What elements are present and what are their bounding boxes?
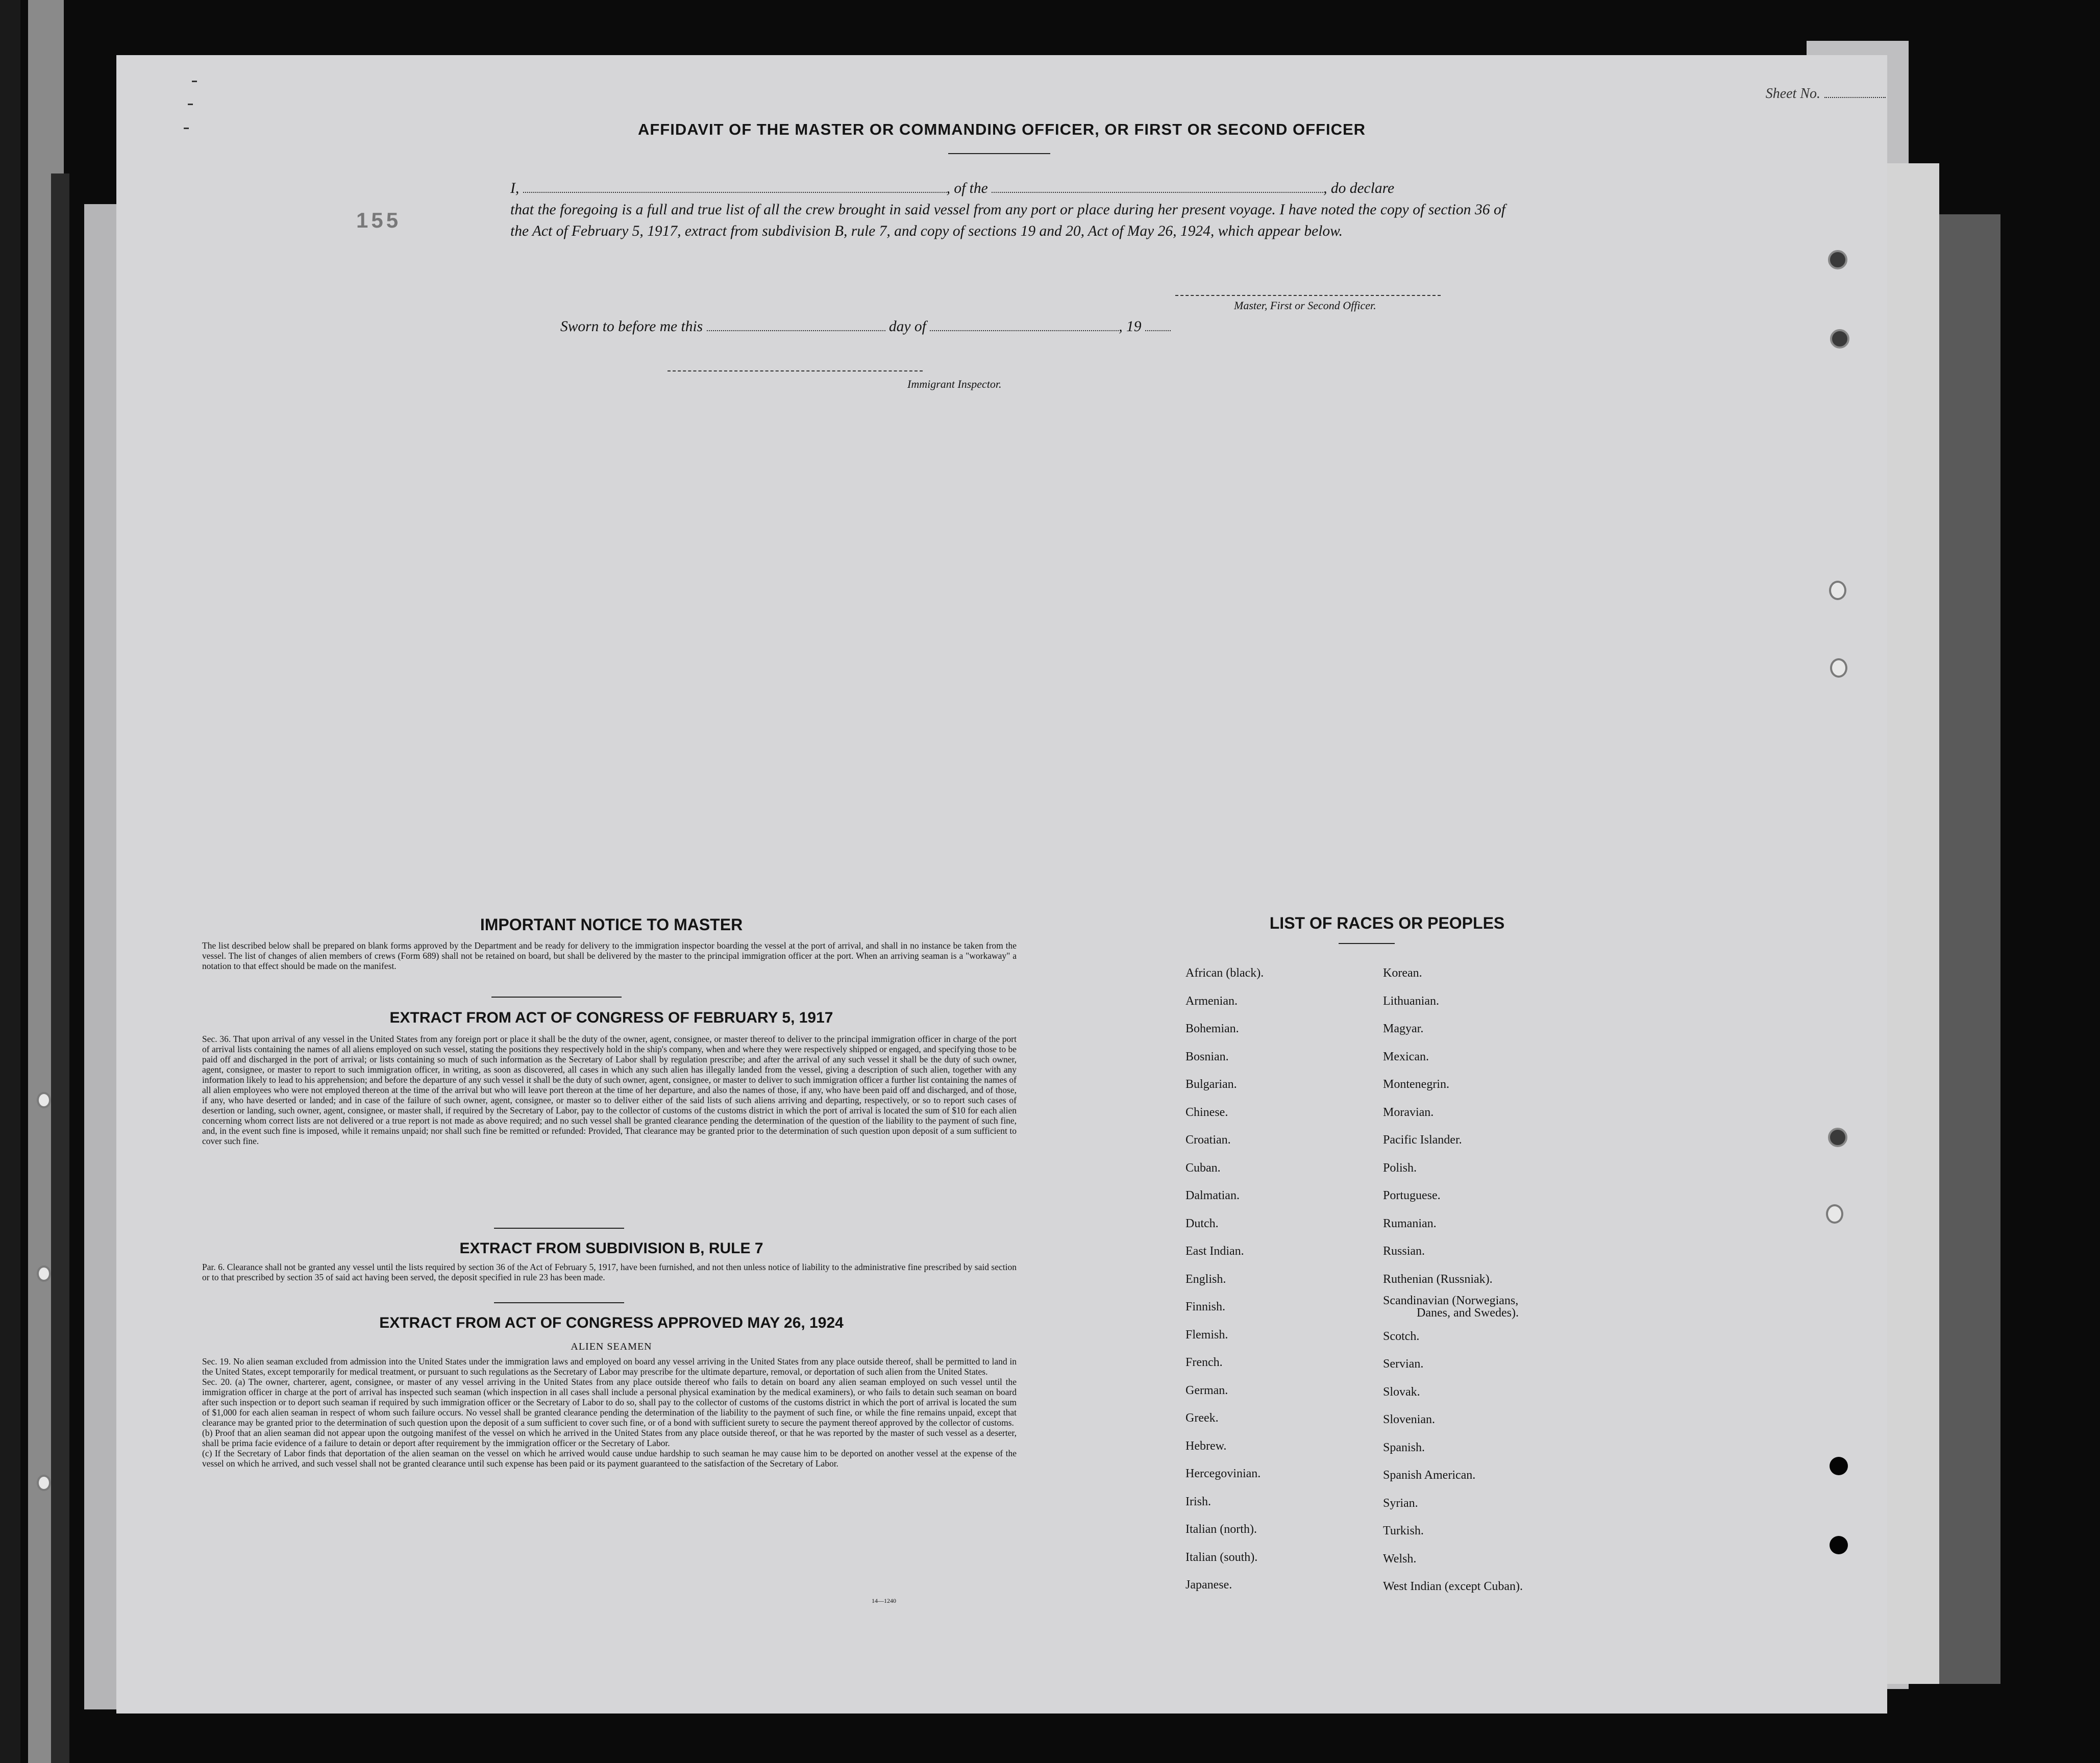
sec-20a-text: Sec. 20. (a) The owner, charterer, agent, consignee, or master of any vessel arriving in the United States from any place outside thereof who fails to detain on board any alien seaman employed on such vessel until the immigration officer in charge at the port of arrival has inspected such seaman (which inspection in all cases shall include a personal physical examination by the medical examiners), or who fails to detain such seaman on board after such inspection or to deport such seaman if required by such immigration officer or the Secretary of Labor to do so, shall pay to the collector of customs of the customs district in which the port of arrival is located the sum of $1,000 for each alien seaman in respect of whom such failure occurs. No vessel shall be granted clearance pending the determination of the liability to the payment of such fine, or while the fine remains unpaid, except that clearance may be granted prior to the determination of such question upon the deposit of a sum sufficient to cover such fine, or of a bond with sufficient surety to secure the payment thereof approved by the collector of customs.: [202, 1377, 1017, 1428]
race-item: Portuguese.: [1383, 1189, 1441, 1202]
race-item: Hercegovinian.: [1185, 1467, 1261, 1480]
race-item: Hebrew.: [1185, 1439, 1227, 1453]
race-item: Bulgarian.: [1185, 1078, 1237, 1091]
heading-rule: [948, 153, 1050, 154]
margin-mark: [184, 128, 189, 129]
race-item: German.: [1185, 1383, 1228, 1397]
notice-heading: IMPORTANT NOTICE TO MASTER: [480, 915, 743, 934]
race-item: Cuban.: [1185, 1161, 1221, 1175]
sec-20c-text: (c) If the Secretary of Labor finds that deportation of the alien seaman on the vessel on which he arrived would cause undue hardship to such seaman he may cause him to be deported on another vessel at the expense of the vessel on which he arrived, and such vessel shall not be granted clearance until such expense has been paid or its payment guaranteed to the satisfaction of the Secretary of Labor.: [202, 1448, 1017, 1469]
master-label: Master, First or Second Officer.: [1234, 299, 1376, 312]
race-item: Servian.: [1383, 1357, 1424, 1371]
sworn-month-blank[interactable]: [930, 319, 1119, 331]
margin-mark: [188, 104, 193, 105]
race-item: Croatian.: [1185, 1133, 1231, 1147]
race-item: Pacific Islander.: [1383, 1133, 1462, 1147]
race-item: English.: [1185, 1272, 1226, 1286]
race-item: Irish.: [1185, 1495, 1211, 1508]
sworn-line: Sworn to before me this day of , 19: [560, 318, 1171, 335]
binder-hole-icon: [1826, 1204, 1843, 1224]
binder-hole-icon: [1828, 1128, 1847, 1147]
declaration-line-1: I, , of the , do declare: [510, 180, 1395, 196]
race-item: Magyar.: [1383, 1022, 1424, 1035]
binder-hole-icon: [37, 1475, 51, 1491]
binder-hole-icon: [1828, 250, 1847, 269]
races-left-column: [1185, 959, 1264, 1599]
binder-hole-icon: [1830, 658, 1847, 678]
binder-hole-icon: [37, 1092, 51, 1108]
race-item: Slovak.: [1383, 1385, 1420, 1399]
sheet-number: Sheet No.: [1766, 86, 1886, 102]
race-item: Lithuanian.: [1383, 994, 1439, 1008]
affidavit-declaration: [510, 178, 1505, 242]
extract-1924-heading: EXTRACT FROM ACT OF CONGRESS APPROVED MAY 26, 1924: [379, 1314, 844, 1331]
alien-seamen-subtitle: ALIEN SEAMEN: [571, 1341, 652, 1352]
races-heading: LIST OF RACES OR PEOPLES: [1269, 914, 1505, 932]
race-item: Spanish American.: [1383, 1469, 1476, 1482]
race-item: Italian (south).: [1185, 1550, 1258, 1564]
race-item: African (black).: [1185, 966, 1264, 980]
races-right-column: [1383, 959, 1523, 1601]
section-rule: [494, 1302, 624, 1303]
sworn-day-blank[interactable]: [707, 319, 885, 331]
binder-hole-icon: [37, 1265, 51, 1282]
sec-19-text: Sec. 19. No alien seaman excluded from admission into the United States under the immigration laws and employed on board any vessel arriving in the United States from any place outside thereof, shall be permitted to land in the United States, except temporarily for medical treatment, or pursuant to such regulations as the Secretary of Labor may prescribe for the ultimate departure, removal, or deportation of such alien from the United States.: [202, 1356, 1017, 1377]
race-item: Spanish.: [1383, 1441, 1425, 1454]
race-item: Flemish.: [1185, 1328, 1228, 1342]
race-item: Korean.: [1383, 966, 1422, 980]
race-item: Italian (north).: [1185, 1523, 1257, 1536]
race-item: Japanese.: [1185, 1578, 1232, 1592]
affidavit-page: [116, 55, 1887, 1714]
sec-20b-text: (b) Proof that an alien seaman did not appear upon the outgoing manifest of the vessel on which he arrived in the United States from any place outside thereof, or that he was reported by the master of such vessel as a deserter, shall be prima facie evidence of a failure to detain or deport after requirement by the immigration officer or the Secretary of Labor.: [202, 1428, 1017, 1448]
extract-1924-text: [202, 1356, 1017, 1469]
binder-hole-icon: [1829, 581, 1846, 600]
race-item: Scandinavian (Norwegians, Danes, and Swedes).: [1383, 1294, 1519, 1320]
race-item: Slovenian.: [1383, 1413, 1435, 1426]
race-item: Finnish.: [1185, 1300, 1226, 1313]
background-page: [1883, 163, 1939, 1684]
binder-hole-icon: [1830, 1536, 1848, 1554]
master-signature-line[interactable]: [1175, 295, 1441, 296]
race-item: Dalmatian.: [1185, 1189, 1240, 1202]
binder-hole-icon: [1830, 329, 1849, 349]
race-item: Montenegrin.: [1383, 1078, 1449, 1091]
extract-rule7-heading: EXTRACT FROM SUBDIVISION B, RULE 7: [459, 1240, 763, 1257]
form-number: 14—1240: [872, 1597, 896, 1604]
affidavit-heading: AFFIDAVIT OF THE MASTER OR COMMANDING OFFICER, OR FIRST OR SECOND OFFICER: [637, 120, 1366, 138]
extract-1917-heading: EXTRACT FROM ACT OF CONGRESS OF FEBRUARY 5, 1917: [389, 1009, 833, 1026]
race-item: Ruthenian (Russniak).: [1383, 1272, 1493, 1286]
binder-edge: [51, 173, 69, 1763]
race-item: Welsh.: [1383, 1552, 1417, 1566]
section-rule: [494, 1228, 624, 1229]
section-rule: [491, 997, 622, 998]
margin-mark: [192, 81, 197, 82]
race-item: Dutch.: [1185, 1216, 1219, 1230]
sworn-year-blank[interactable]: [1145, 319, 1171, 331]
race-item: West Indian (except Cuban).: [1383, 1580, 1523, 1593]
inspector-signature-line[interactable]: [668, 370, 923, 371]
stamp-number: 155: [356, 208, 402, 232]
vessel-blank[interactable]: [992, 181, 1323, 193]
race-item: Turkish.: [1383, 1524, 1424, 1537]
race-item: Bosnian.: [1185, 1050, 1229, 1063]
race-item: East Indian.: [1185, 1245, 1244, 1258]
background-page: [1939, 214, 2000, 1684]
binder-hole-icon: [1830, 1457, 1848, 1475]
race-item: Armenian.: [1185, 994, 1238, 1008]
name-blank[interactable]: [523, 181, 947, 193]
declaration-body: that the foregoing is a full and true list of all the crew brought in said vessel from any port or place during her present voyage. I have noted the copy of section 36 of the Act of February 5, 1917, extract from subdivision B, rule 7, and copy of sections 19 and 20, Act of May 26, 1924, which appear below.: [510, 202, 1505, 239]
binder-edge: [0, 0, 20, 1763]
notice-text: The list described below shall be prepared on blank forms approved by the Department and be ready for delivery to the immigration inspector boarding the vessel at the port of arrival, and shall in no instance be taken from the vessel. The list of changes of alien members of crews (Form 689) shall not be retained on board, but shall be delivered by the master to the principal immigration officer at the port. When an arriving seaman is a "workaway" a notation to that effect should be made on the manifest.: [202, 940, 1017, 971]
races-rule: [1339, 943, 1395, 944]
race-item: Scotch.: [1383, 1329, 1420, 1343]
race-item: Moravian.: [1383, 1105, 1434, 1119]
race-item: Mexican.: [1383, 1050, 1429, 1063]
race-item: Syrian.: [1383, 1496, 1418, 1510]
race-item: Polish.: [1383, 1161, 1417, 1175]
race-item: Greek.: [1185, 1411, 1219, 1425]
race-item: Bohemian.: [1185, 1022, 1239, 1035]
race-item: Rumanian.: [1383, 1216, 1437, 1230]
inspector-label: Immigrant Inspector.: [907, 378, 1002, 390]
race-item: Russian.: [1383, 1245, 1425, 1258]
race-item: Chinese.: [1185, 1105, 1228, 1119]
race-item: French.: [1185, 1356, 1223, 1369]
extract-1917-text: Sec. 36. That upon arrival of any vessel in the United States from any foreign port or place it shall be the duty of the owner, agent, consignee, or master thereof to deliver to the principal immigration officer in charge of the port of arrival lists containing the names of all aliens employed on such vessel, stating the positions they respectively hold in the ship's company, when and where they were respectively shipped or engaged, and specifying those to be paid off and discharged in the port of arrival; or lists containing so much of such information as the Secretary of Labor shall by regulation prescribe; and after the arrival of any such vessel it shall be the duty of such owner, agent, consignee, or master to report to such immigration officer, in writing, as soon as discovered, all cases in which any such alien has illegally landed from the vessel, giving a description of such alien, together with any information likely to lead to his apprehension; and before the departure of any such vessel it shall be the duty of such owner, agent, consignee, or master to deliver to such immigration officer a further list containing the names of all alien employees who were not employed thereon at the time of the arrival but who will leave port thereon at the time of her departure, and also the names of those, if any, who have been paid off and discharged, and of those, if any, who have deserted or landed; and in case of the failure of such owner, agent, consignee, or master so to deliver either of the said lists of such aliens arriving and departing, respectively, or so to report such cases of desertion or landing, such owner, agent, consignee, or master shall, if required by the Secretary of Labor, pay to the collector of customs of the customs district in which the port of arrival is located the sum of $10 for each alien concerning whom correct lists are not delivered or a true report is not made as above required; and no such vessel shall be granted clearance pending the determination of the question of the liability to the payment of such fine, and, in the event such fine is imposed, while it remains unpaid; nor shall such fine be remitted or refunded: Provided, That clearance may be granted prior to the determination of such question upon deposit of a sum sufficient to cover such fine.: [202, 1034, 1017, 1146]
extract-rule7-text: Par. 6. Clearance shall not be granted any vessel until the lists required by section 36 of the Act of February 5, 1917, have been furnished, and not then unless notice of liability to the administrative fine prescribed by said section or to that prescribed by section 35 of said act having been served, the deposit specified in rule 23 has been made.: [202, 1262, 1017, 1282]
